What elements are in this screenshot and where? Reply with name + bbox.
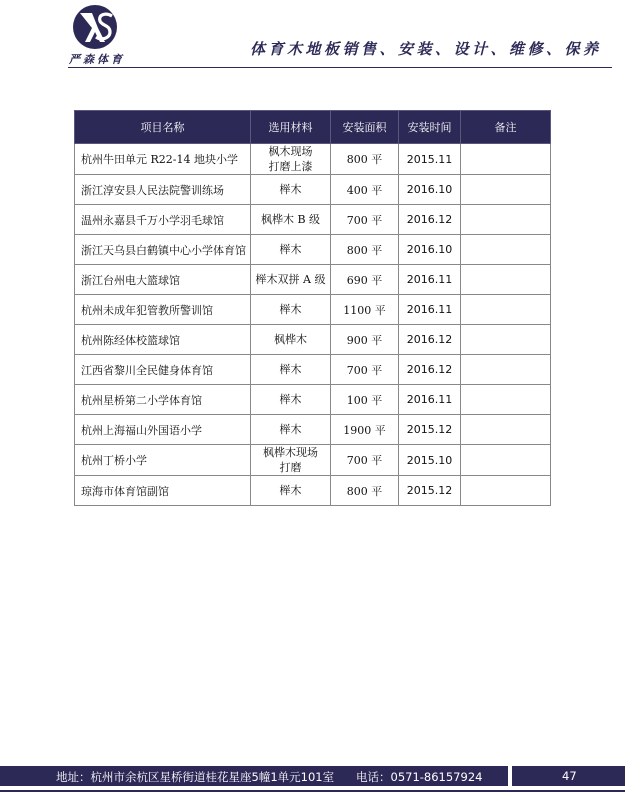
footer-bar <box>0 766 625 786</box>
date-cell: 2016.11 <box>399 265 461 295</box>
column-header-date: 安装时间 <box>399 111 461 144</box>
note-cell <box>461 476 551 506</box>
date-cell: 2016.11 <box>399 385 461 415</box>
footer-address: 地址：杭州市余杭区星桥街道桂花星座5幢1单元101室 <box>56 770 335 784</box>
column-header-project-name: 项目名称 <box>75 111 251 144</box>
column-header-area: 安装面积 <box>331 111 399 144</box>
table-row <box>75 385 551 415</box>
material-line: 榉木 <box>279 303 302 316</box>
footer-phone: 电话：0571-86157924 <box>356 770 483 784</box>
area-cell: 700 平 <box>331 355 399 385</box>
project-name-cell: 浙江淳安县人民法院警训练场 <box>75 175 251 205</box>
material-cell <box>251 295 331 325</box>
header-divider <box>68 67 612 68</box>
date-cell: 2016.12 <box>399 325 461 355</box>
project-name-cell: 江西省黎川全民健身体育馆 <box>75 355 251 385</box>
table-row <box>75 175 551 205</box>
project-name-cell: 杭州上海福山外国语小学 <box>75 415 251 445</box>
material-cell <box>251 355 331 385</box>
table-header-row <box>75 111 551 144</box>
material-line: 打磨 <box>279 461 302 474</box>
date-cell: 2016.10 <box>399 175 461 205</box>
note-cell <box>461 175 551 205</box>
header-slogan: 体育木地板销售、安装、设计、维修、保养 <box>250 40 602 58</box>
material-line: 枫桦木现场 <box>263 446 318 459</box>
material-line: 榉木 <box>279 363 302 376</box>
material-line: 榉木双拼 A 级 <box>255 273 326 286</box>
project-name-cell: 琼海市体育馆副馆 <box>75 476 251 506</box>
material-line: 榉木 <box>279 243 302 256</box>
note-cell <box>461 144 551 175</box>
project-name-cell: 杭州丁桥小学 <box>75 445 251 476</box>
table-row <box>75 144 551 175</box>
note-cell <box>461 415 551 445</box>
note-cell <box>461 325 551 355</box>
material-line: 枫木现场 <box>268 145 313 158</box>
company-logo <box>62 4 132 66</box>
logo-caption: 严森体育 <box>69 53 125 66</box>
page-number: 47 <box>562 769 577 783</box>
table-row <box>75 445 551 476</box>
project-name-cell: 杭州牛田单元 R22-14 地块小学 <box>75 144 251 175</box>
date-cell: 2016.11 <box>399 295 461 325</box>
date-cell: 2015.11 <box>399 144 461 175</box>
material-line: 打磨上漆 <box>268 160 313 173</box>
area-cell: 800 平 <box>331 235 399 265</box>
area-cell: 1900 平 <box>331 415 399 445</box>
date-cell: 2016.12 <box>399 205 461 235</box>
footer-divider <box>0 790 625 792</box>
material-cell <box>251 175 331 205</box>
date-cell: 2015.10 <box>399 445 461 476</box>
material-cell <box>251 415 331 445</box>
project-name-cell: 杭州陈经体校篮球馆 <box>75 325 251 355</box>
project-name-cell: 温州永嘉县千万小学羽毛球馆 <box>75 205 251 235</box>
table-row <box>75 476 551 506</box>
area-cell: 400 平 <box>331 175 399 205</box>
project-name-cell: 杭州星桥第二小学体育馆 <box>75 385 251 415</box>
table-row <box>75 355 551 385</box>
column-header-material: 选用材料 <box>251 111 331 144</box>
note-cell <box>461 355 551 385</box>
area-cell: 100 平 <box>331 385 399 415</box>
note-cell <box>461 445 551 476</box>
column-header-note: 备注 <box>461 111 551 144</box>
project-name-cell: 浙江天乌县白鹤镇中心小学体育馆 <box>75 235 251 265</box>
material-line: 榉木 <box>279 183 302 196</box>
table-row <box>75 265 551 295</box>
table-row <box>75 205 551 235</box>
area-cell: 1100 平 <box>331 295 399 325</box>
area-cell: 700 平 <box>331 205 399 235</box>
material-line: 榉木 <box>279 393 302 406</box>
material-line: 枫桦木 <box>274 333 307 346</box>
note-cell <box>461 205 551 235</box>
note-cell <box>461 235 551 265</box>
note-cell <box>461 295 551 325</box>
project-name-cell: 杭州未成年犯管教所警训馆 <box>75 295 251 325</box>
project-name-cell: 浙江台州电大篮球馆 <box>75 265 251 295</box>
note-cell <box>461 265 551 295</box>
area-cell: 800 平 <box>331 476 399 506</box>
footer-contact <box>0 766 508 786</box>
area-cell: 800 平 <box>331 144 399 175</box>
material-cell <box>251 144 331 175</box>
date-cell: 2015.12 <box>399 476 461 506</box>
footer-page-box <box>512 766 625 786</box>
material-line: 榉木 <box>279 484 302 497</box>
table-row <box>75 325 551 355</box>
table-row <box>75 415 551 445</box>
area-cell: 900 平 <box>331 325 399 355</box>
table-row <box>75 295 551 325</box>
projects-table <box>74 110 551 506</box>
material-cell <box>251 205 331 235</box>
table-row <box>75 235 551 265</box>
material-cell <box>251 235 331 265</box>
ys-logo-icon <box>72 4 118 50</box>
material-cell <box>251 325 331 355</box>
material-line: 榉木 <box>279 423 302 436</box>
material-cell <box>251 476 331 506</box>
area-cell: 690 平 <box>331 265 399 295</box>
material-line: 枫桦木 B 级 <box>260 213 321 226</box>
material-cell <box>251 385 331 415</box>
material-cell <box>251 445 331 476</box>
date-cell: 2016.10 <box>399 235 461 265</box>
area-cell: 700 平 <box>331 445 399 476</box>
date-cell: 2016.12 <box>399 355 461 385</box>
date-cell: 2015.12 <box>399 415 461 445</box>
note-cell <box>461 385 551 415</box>
material-cell <box>251 265 331 295</box>
